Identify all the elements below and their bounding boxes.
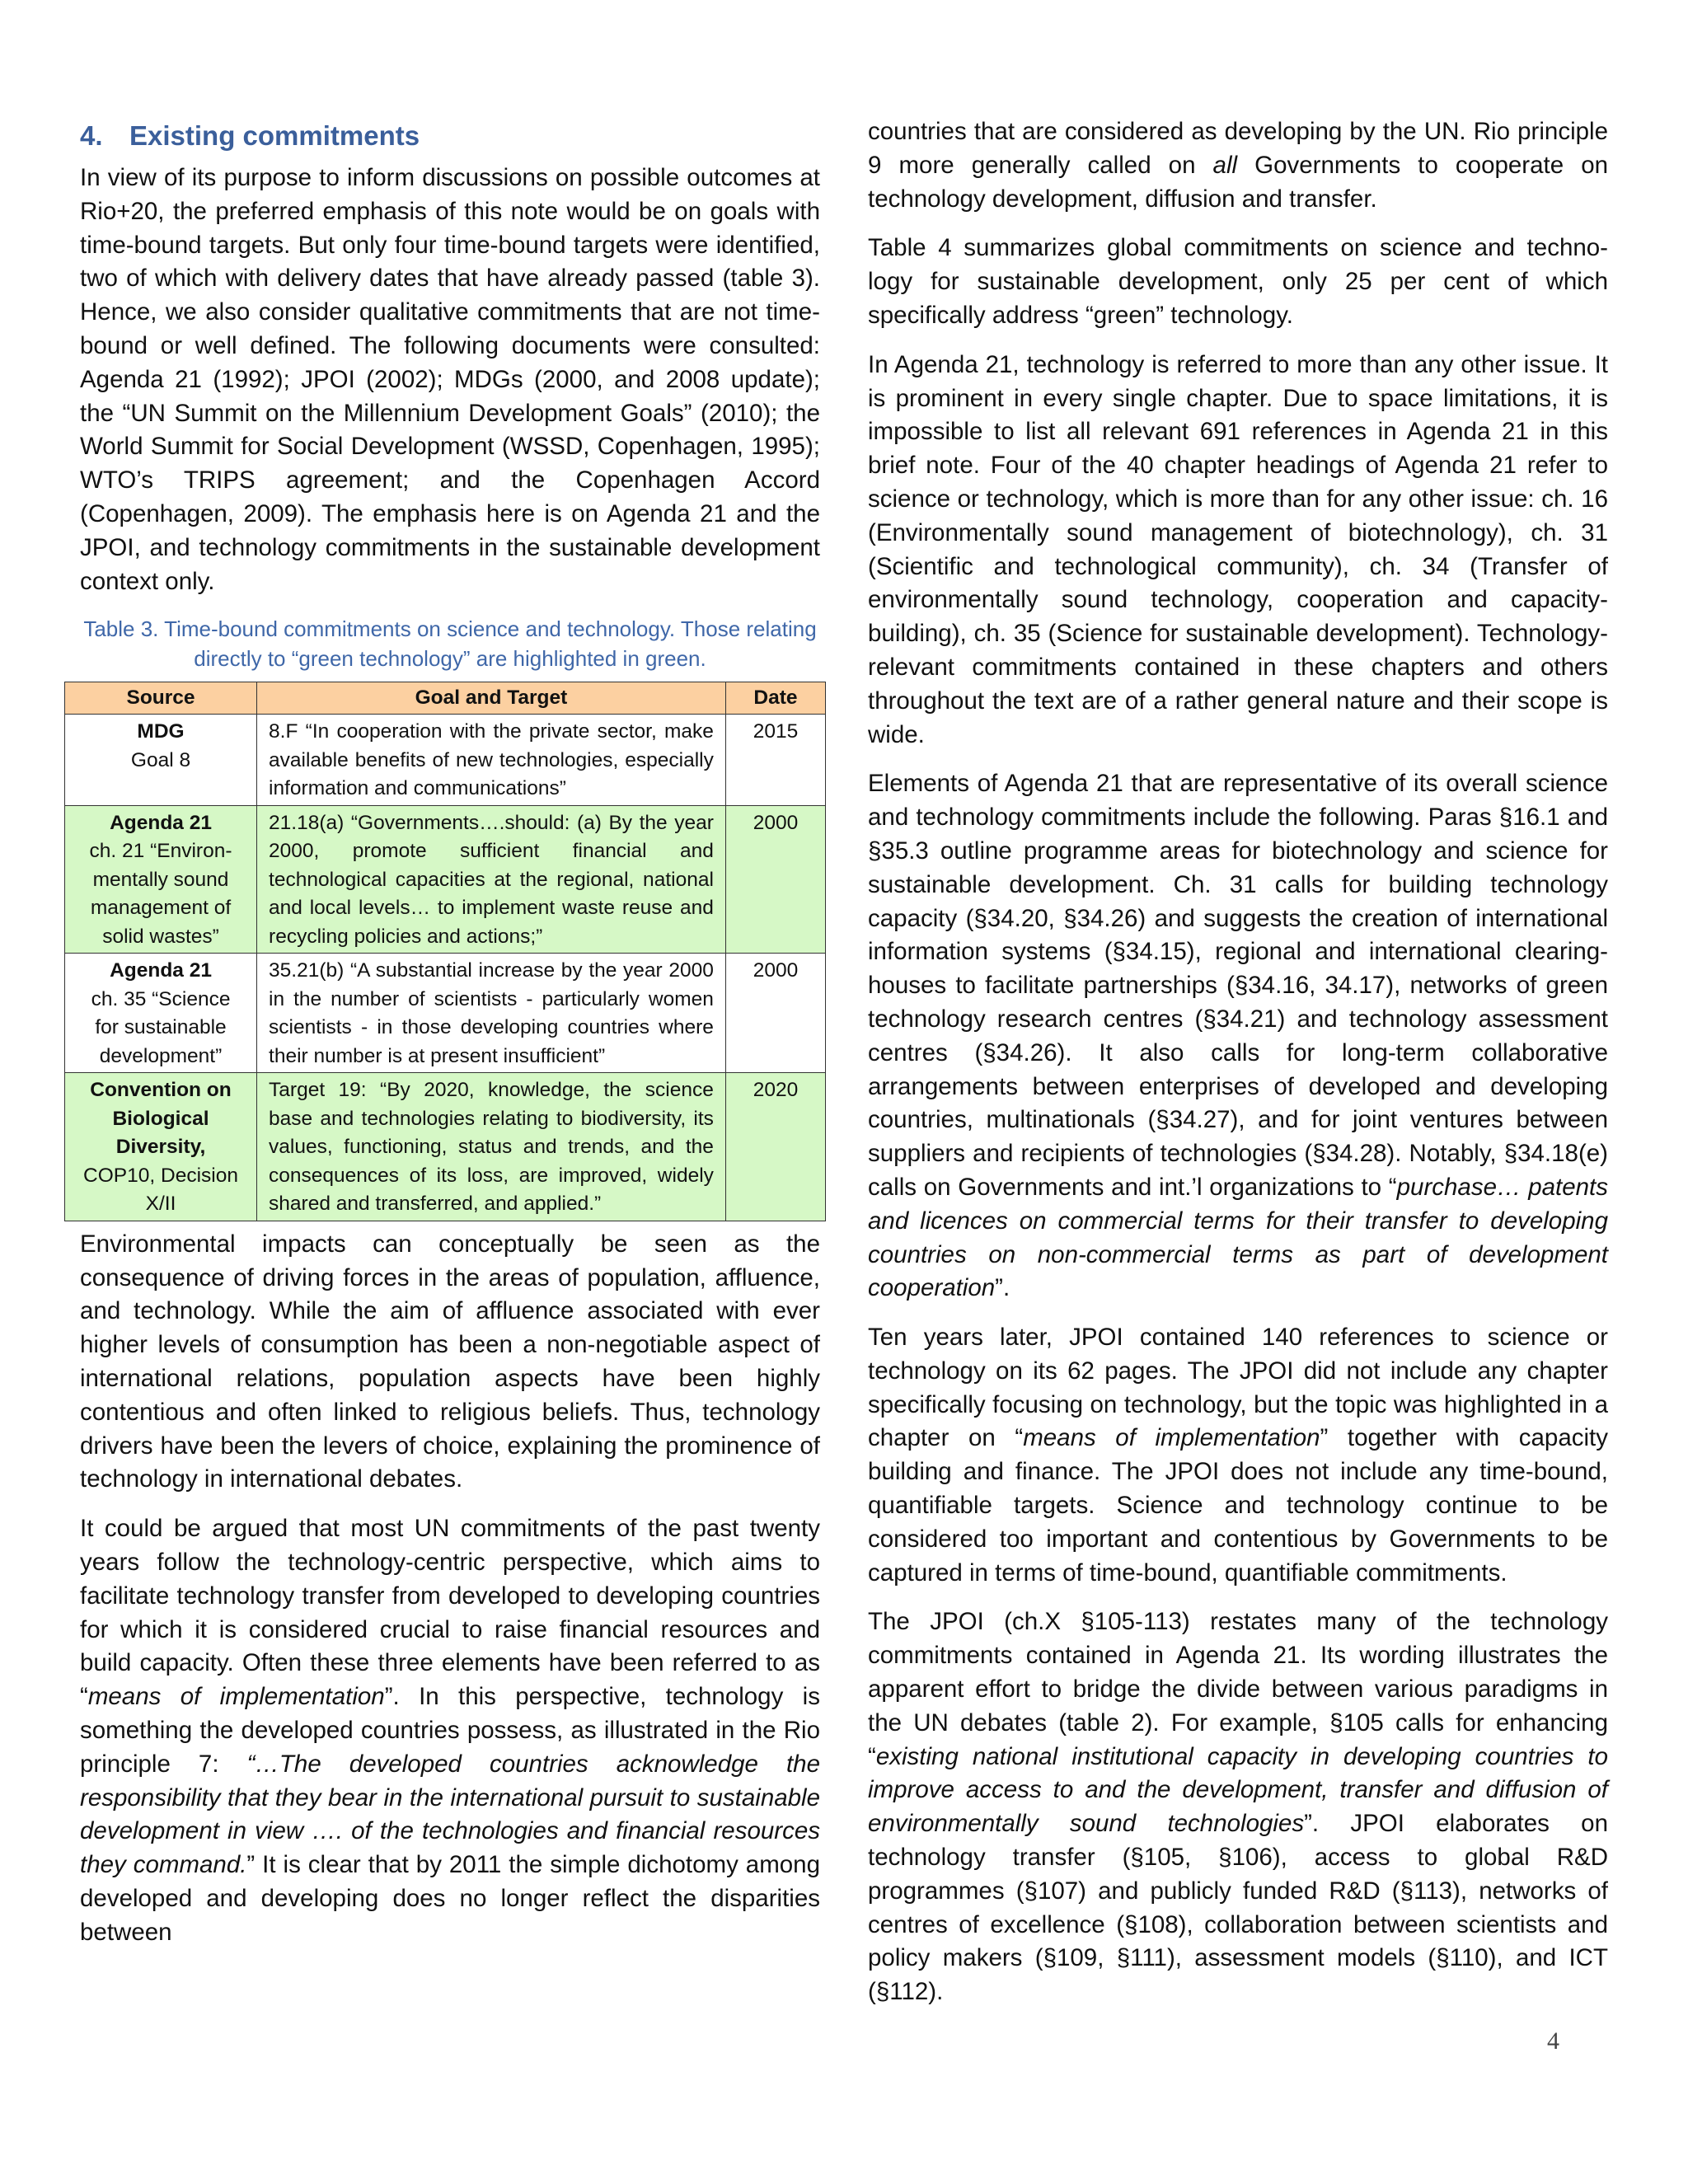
text-segment: Ten years later, JPOI contained 140 references to science or technology on its 62 pages. The JPOI did not include any chapter specifically focusing on technology, but the topic was highlighted in a chapter on “ [868, 1324, 1608, 1452]
source-detail: Goal 8 [130, 748, 191, 771]
paragraph [868, 1321, 1608, 1590]
table-row [65, 715, 826, 806]
goal-cell: 21.18(a) “Governments….should: (a) By the year 2000, promote sufficient financial and technological capacities at the regional, national and local levels… to implement waste reuse and recycling policies and actions;” [257, 805, 726, 954]
source-name: Agenda 21 [110, 811, 212, 834]
text-segment: Elements of Agenda 21 that are representative of its overall science and technology commitments include the following. Paras §16.1 and §35.3 outline programme areas for biotechnology and science for sustainable development. Ch. 31 calls for building technology capacity (§34.20, §34.26) and suggests the creation of international information systems (§34.15), regional and international clearing-houses to facilitate partnerships (§34.16, 34.17), networks of green technology research centres (§34.21) and technology assessment centres (§34.26). It also calls for long-term collaborative arrangements between enterprises of developed and developing countries, multinationals (§34.27), and for joint ventures between suppliers and recipients of technologies (§34.28). Notably, §34.18(e) calls on Governments and int.’l organizations to “ [868, 770, 1608, 1201]
right-column [868, 115, 1608, 2025]
goal-cell: Target 19: “By 2020, knowledge, the science base and technologies relating to biodiversity, its values, functioning, status and trends, and the consequences of its loss, are improved, widely shared and transferred, and applied.” [257, 1073, 726, 1221]
table-caption: Table 3. Time-bound commitments on science and technology. Those relating directly to “green technology” are highlighted in green. [83, 616, 817, 672]
text-segment: In view of its purpose to inform discussions on possible outcomes at Rio+20, the preferred emphasis of this note would be on goals with time-bound targets. But only four time-bound targets were identified, two of which with delivery dates that have already passed (table 3). Hence, we also consider qualitative commitments that are not time-bound or well defined. The following documents were consulted: Agenda 21 (1992); JPOI (2002); MDGs (2000, and 2008 update); the “UN Summit on the Millennium Development Goals” (2010); the World Summit for Social Development (WSSD, Copenhagen, 1995); WTO’s TRIPS agreement; and the Copenhagen Accord (Copenhagen, 2009). The emphasis here is on Agenda 21 and the JPOI, and technology commitments in the sustainable development context only. [80, 164, 820, 595]
text-segment: Table 4 summarizes global commitments on science and techno-logy for sustainable development, only 25 per cent of which specifically address “green” technology. [868, 234, 1608, 329]
paragraph [868, 115, 1608, 216]
source-detail: ch. 35 “Science for sustainable development” [91, 987, 231, 1067]
paragraph [868, 349, 1608, 752]
table-header-row [65, 682, 826, 715]
section-title: Existing commitments [129, 120, 420, 151]
text-segment: In Agenda 21, technology is referred to more than any other issue. It is prominent in every single chapter. Due to space limitations, it is impossible to list all relevant 691 references in Agenda 21 in this brief note. Four of the 40 chapter headings of Agenda 21 refer to science or technology, which is more than for any other issue: ch. 16 (Environmentally sound management of biotechnology), ch. 31 (Scientific and technological community), ch. 34 (Transfer of environmentally sound technology, cooperation and capacity-building), ch. 35 (Science for sustainable development). Technology-relevant commitments contained in these chapters and others throughout the text are of a rather general nature and their scope is wide. [868, 350, 1608, 748]
section-number: 4. [80, 120, 103, 151]
source-cell [65, 1073, 257, 1221]
text-segment: Environmental impacts can conceptually be seen as the consequence of driving forces in the areas of population, affluence, and technology. While the aim of affluence associated with ever higher levels of consumption has been a non-negotiable aspect of international relations, population aspects have been highly contentious and often linked to religious beliefs. Thus, technology drivers have been the levers of choice, explaining the prominence of technology in international debates. [80, 1230, 820, 1493]
header-date: Date [725, 682, 825, 715]
source-cell [65, 715, 257, 806]
date-cell: 2015 [725, 715, 825, 806]
text-segment: It could be argued that most UN commitments of the past twenty years follow the technology-centric perspective, which aims to facilitate technology transfer from developed to developing countries for which it is considered crucial to raise financial resources and build capacity. Often these three elements have been referred to as “ [80, 1515, 820, 1711]
text-segment: countries that are considered as developing by the UN. Rio principle 9 more generally called on [868, 118, 1608, 179]
left-paragraphs [80, 162, 820, 598]
date-cell: 2020 [725, 1073, 825, 1221]
paragraph [868, 767, 1608, 1305]
source-cell [65, 954, 257, 1073]
left-paragraphs-after-table [80, 1228, 820, 1950]
text-segment: ”. JPOI elaborates on technology transfer (§105, §106), access to global R&D programmes (§107) and publicly funded R&D (§113), networks of centres of excellence (§108), collaboration between scientists and policy makers (§109, §111), assessment models (§110), and ICT (§112). [868, 1810, 1608, 2006]
italic-text: means of implementation [87, 1683, 385, 1711]
left-column [80, 115, 820, 1966]
table-row [65, 1073, 826, 1221]
source-name: Agenda 21 [110, 959, 212, 982]
italic-text: existing national institutional capacity in developing countries to improve access to and the development, transfer and diffusion of environmentally sound technologies [868, 1742, 1608, 1838]
italic-text: means of implementation [1023, 1424, 1320, 1452]
section-heading [80, 119, 820, 153]
source-detail: COP10, Decision X/II [83, 1164, 238, 1216]
source-cell [65, 805, 257, 954]
text-segment: ” It is clear that by 2011 the simple dichotomy among developed and developing does no longer reflect the disparities between [80, 1851, 820, 1946]
table-row [65, 805, 826, 954]
text-segment: ”. In this perspective, technology is something the developed countries possess, as illustrated in the Rio principle 7: [80, 1683, 820, 1778]
source-name: MDG [137, 720, 185, 743]
header-source: Source [65, 682, 257, 715]
paragraph [80, 162, 820, 598]
text-segment: ” together with capacity building and finance. The JPOI does not include any time-bound, quantifiable targets. Science and technology continue to be considered too important and contentious by Governments to be captured in terms of time-bound, quantifiable commitments. [868, 1424, 1608, 1586]
italic-text: purchase… patents and licences on commercial terms for their transfer to developing countries on non-commercial terms as part of development cooperation [868, 1173, 1608, 1302]
source-name: Convention on Biological Diversity, [90, 1079, 232, 1159]
italic-text: “…The developed countries acknowledge the responsibility that they bear in the international pursuit to sustainable development in view …. of the technologies and financial resources they command. [80, 1750, 820, 1879]
date-cell: 2000 [725, 954, 825, 1073]
paragraph [80, 1228, 820, 1497]
text-segment: The JPOI (ch.X §105-113) restates many of the technology commitments contained in Agenda 21. Its wording illustrates the apparent effort to bridge the divide between various paradigms in the UN debates (table 2). For example, §105 calls for enhancing “ [868, 1608, 1608, 1770]
date-cell: 2000 [725, 805, 825, 954]
goal-cell: 35.21(b) “A substantial increase by the year 2000 in the number of scientists - particularly women scientists - in those developing countries where their number is at present insufficient” [257, 954, 726, 1073]
page-number: 4 [1547, 2027, 1559, 2055]
commitments-table [64, 682, 826, 1221]
right-paragraphs [868, 115, 1608, 2009]
source-detail: ch. 21 “Environ-mentally sound management of solid wastes” [89, 840, 232, 948]
goal-cell: 8.F “In cooperation with the private sector, make available benefits of new technologies, especially information and communications” [257, 715, 726, 806]
text-segment: Governments to cooperate on technology development, diffusion and transfer. [868, 151, 1609, 213]
paragraph [868, 1605, 1608, 2009]
italic-text: all [1212, 151, 1238, 179]
text-segment: ”. [995, 1274, 1010, 1302]
paragraph [80, 1512, 820, 1949]
paragraph [868, 232, 1608, 332]
header-goal: Goal and Target [257, 682, 726, 715]
table-row [65, 954, 826, 1073]
